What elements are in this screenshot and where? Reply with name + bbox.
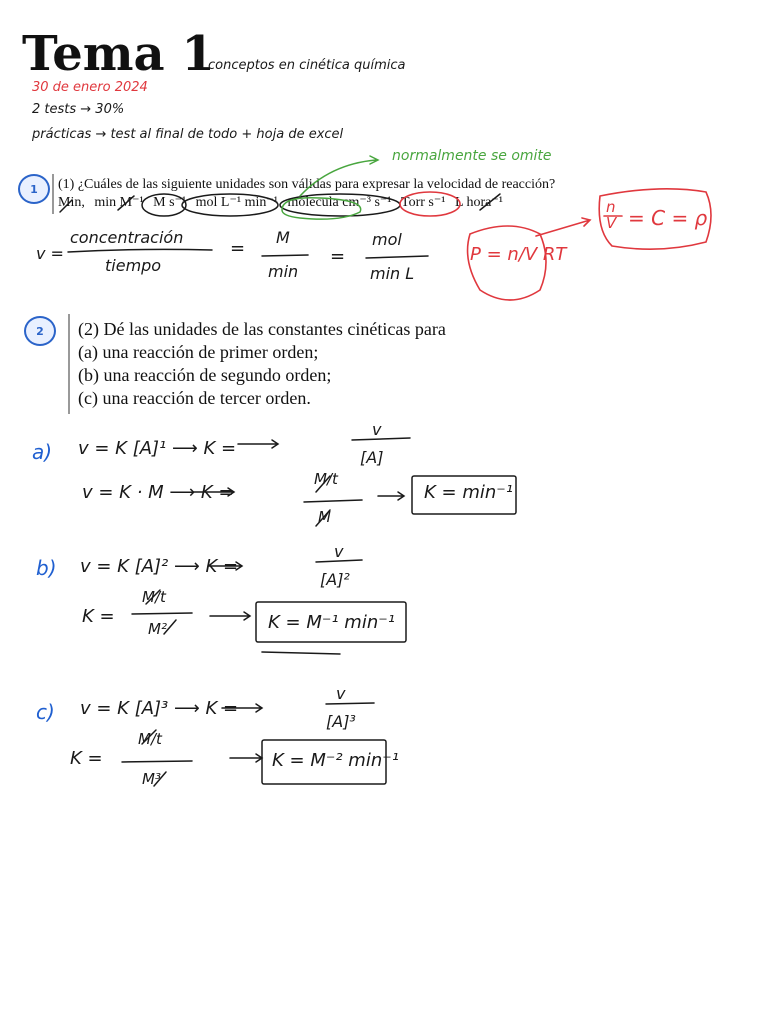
page-subtitle: conceptos en cinética química xyxy=(208,58,406,73)
solution-b-l2-den: M² xyxy=(148,620,167,638)
date-note: 30 de enero 2024 xyxy=(32,80,148,95)
red-n: n xyxy=(606,198,616,216)
solution-a-l2-den: M xyxy=(318,508,331,526)
question-1-units xyxy=(58,194,618,212)
fraction-bar xyxy=(326,703,374,704)
tests-note: 2 tests → 30% xyxy=(32,102,125,117)
red-pressure-eq: P = n/V RT xyxy=(470,244,567,265)
arrow xyxy=(378,492,404,500)
fraction-bar xyxy=(366,256,428,258)
eq-frac1-num: concentración xyxy=(70,228,184,247)
solution-c-label: c) xyxy=(36,700,55,724)
unit-option-circled: M s⁻¹ xyxy=(153,195,187,210)
fraction-bar xyxy=(122,761,192,762)
arrow xyxy=(238,440,278,448)
unit-option: min M⁻¹ xyxy=(94,195,144,210)
eq-equals-2: = xyxy=(330,246,346,267)
arrow xyxy=(210,612,250,620)
solution-a-l1-den: [A] xyxy=(360,448,384,467)
red-arrow xyxy=(536,218,590,236)
solution-a-line2: v = K · M ⟶ K = xyxy=(82,482,234,503)
eq-equals-1: = xyxy=(230,238,246,259)
underline xyxy=(262,652,340,654)
omit-note: normalmente se omite xyxy=(392,148,552,164)
eq-frac1-den: tiempo xyxy=(105,256,162,275)
unit-option: Min, xyxy=(58,195,85,210)
solution-a-line1: v = K [A]¹ ⟶ K = xyxy=(78,438,237,459)
solution-c-l1-num: v xyxy=(336,684,346,703)
eq-frac2-num: M xyxy=(276,228,290,247)
question-2-line: (c) una reacción de tercer orden. xyxy=(78,388,311,408)
solution-c-line2: K = xyxy=(70,748,103,769)
solution-b-l1-den: [A]² xyxy=(320,570,350,589)
solution-c-l2-den: M³ xyxy=(142,770,161,788)
unit-option: L hora⁻¹ xyxy=(454,195,503,210)
solution-c-line1: v = K [A]³ ⟶ K = xyxy=(80,698,239,719)
question-badge-2: 2 xyxy=(24,316,56,346)
question-2 xyxy=(78,318,538,410)
fraction-bar xyxy=(68,249,212,252)
eq-v-label: v = xyxy=(36,244,64,263)
solution-b-line1: v = K [A]² ⟶ K = xyxy=(80,556,239,577)
solution-b-line2: K = xyxy=(82,606,115,627)
solution-c-l2-num: M/t xyxy=(138,730,162,748)
solution-c-result: K = M⁻² min⁻¹ xyxy=(272,750,399,771)
unit-option-circled-red: Torr s⁻¹ xyxy=(401,195,446,210)
solution-a-label: a) xyxy=(32,440,53,464)
eq-frac2-den: min xyxy=(268,262,299,281)
fraction-bar xyxy=(132,613,192,614)
question-2-line: (b) una reacción de segundo orden; xyxy=(78,365,332,385)
solution-c-l1-den: [A]³ xyxy=(326,712,356,731)
eq-frac3-num: mol xyxy=(372,230,402,249)
question-1-prompt: (1) ¿Cuáles de las siguiente unidades son válidas para expresar la velocidad de reacción? xyxy=(58,177,556,192)
solution-b-l2-num: M/t xyxy=(142,588,166,606)
unit-option-circled: mol L⁻¹ min⁻¹ xyxy=(195,195,278,210)
unit-option-circled: molecula cm⁻³ s⁻¹ xyxy=(287,195,392,210)
fraction-bar xyxy=(262,255,308,256)
solution-b-label: b) xyxy=(36,556,57,580)
question-1 xyxy=(58,176,618,212)
question-2-line: (a) una reacción de primer orden; xyxy=(78,342,319,362)
red-concentration: = C = ρ xyxy=(628,206,708,230)
solution-a-l1-num: v xyxy=(372,420,382,439)
practicas-note: prácticas → test al final de todo + hoja de excel xyxy=(32,127,344,142)
quote-bar-1 xyxy=(52,174,54,214)
question-badge-1: 1 xyxy=(18,174,50,204)
solution-b-result: K = M⁻¹ min⁻¹ xyxy=(268,612,395,633)
solution-a-result: K = min⁻¹ xyxy=(424,482,513,503)
question-2-line: (2) Dé las unidades de las constantes cinéticas para xyxy=(78,319,446,339)
solution-a-l2-num: M/t xyxy=(314,470,338,488)
eq-frac3-den: min L xyxy=(370,264,415,283)
solution-b-l1-num: v xyxy=(334,542,344,561)
arrow xyxy=(230,754,262,762)
quote-bar-2 xyxy=(68,314,70,414)
red-V: V xyxy=(606,214,617,232)
fraction-bar xyxy=(304,500,362,502)
page-title: Tema 1 xyxy=(22,26,215,82)
